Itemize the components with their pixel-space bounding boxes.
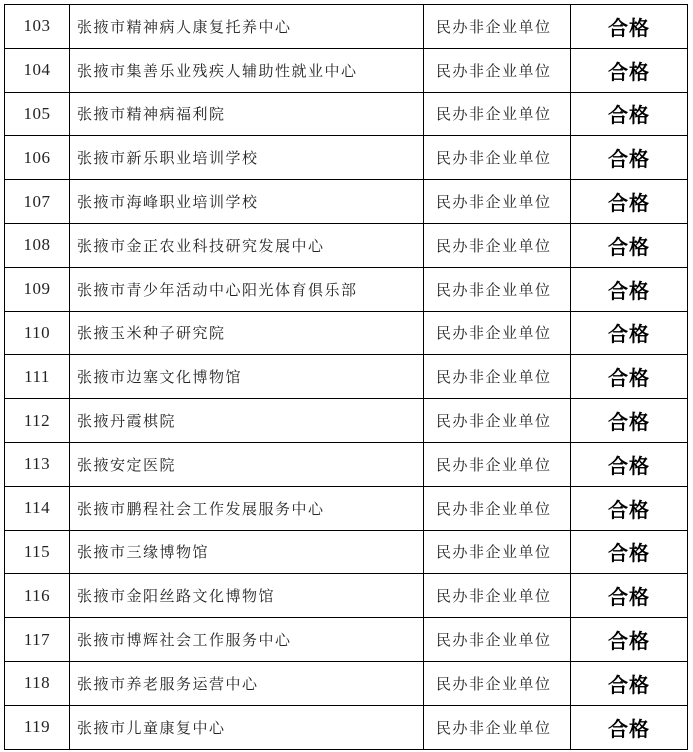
row-number: 104 xyxy=(5,48,70,92)
organization-name: 张掖市新乐职业培训学校 xyxy=(70,136,424,180)
organization-name: 张掖市三缘博物馆 xyxy=(70,530,424,574)
table-row xyxy=(5,267,688,311)
organization-name: 张掖市金正农业科技研究发展中心 xyxy=(70,223,424,267)
inspection-result: 合格 xyxy=(571,661,688,705)
inspection-result: 合格 xyxy=(571,574,688,618)
inspection-result: 合格 xyxy=(571,223,688,267)
table-row xyxy=(5,399,688,443)
row-number: 118 xyxy=(5,661,70,705)
organization-type: 民办非企业单位 xyxy=(424,267,571,311)
organization-name: 张掖市精神病福利院 xyxy=(70,92,424,136)
table-row xyxy=(5,223,688,267)
organization-type: 民办非企业单位 xyxy=(424,705,571,749)
inspection-result: 合格 xyxy=(571,180,688,224)
row-number: 113 xyxy=(5,442,70,486)
row-number: 109 xyxy=(5,267,70,311)
row-number: 111 xyxy=(5,355,70,399)
organization-type: 民办非企业单位 xyxy=(424,92,571,136)
table-row xyxy=(5,180,688,224)
table-row xyxy=(5,661,688,705)
organization-type: 民办非企业单位 xyxy=(424,311,571,355)
inspection-result: 合格 xyxy=(571,267,688,311)
organization-type: 民办非企业单位 xyxy=(424,530,571,574)
row-number: 116 xyxy=(5,574,70,618)
table-row xyxy=(5,136,688,180)
table-row xyxy=(5,530,688,574)
organization-name: 张掖市儿童康复中心 xyxy=(70,705,424,749)
inspection-result: 合格 xyxy=(571,136,688,180)
row-number: 112 xyxy=(5,399,70,443)
organization-name: 张掖丹霞棋院 xyxy=(70,399,424,443)
inspection-result: 合格 xyxy=(571,486,688,530)
organization-name: 张掖市边塞文化博物馆 xyxy=(70,355,424,399)
table-row xyxy=(5,705,688,749)
table-row xyxy=(5,486,688,530)
inspection-result: 合格 xyxy=(571,705,688,749)
organization-type: 民办非企业单位 xyxy=(424,223,571,267)
row-number: 105 xyxy=(5,92,70,136)
inspection-result: 合格 xyxy=(571,92,688,136)
inspection-result: 合格 xyxy=(571,530,688,574)
organization-name: 张掖市博辉社会工作服务中心 xyxy=(70,618,424,662)
inspection-result: 合格 xyxy=(571,355,688,399)
row-number: 119 xyxy=(5,705,70,749)
organization-name: 张掖市鹏程社会工作发展服务中心 xyxy=(70,486,424,530)
organization-type: 民办非企业单位 xyxy=(424,355,571,399)
table-row xyxy=(5,92,688,136)
organization-type: 民办非企业单位 xyxy=(424,442,571,486)
organization-type: 民办非企业单位 xyxy=(424,618,571,662)
results-table-container xyxy=(4,4,688,750)
row-number: 107 xyxy=(5,180,70,224)
organization-name: 张掖市集善乐业残疾人辅助性就业中心 xyxy=(70,48,424,92)
organization-type: 民办非企业单位 xyxy=(424,486,571,530)
inspection-result: 合格 xyxy=(571,618,688,662)
table-row xyxy=(5,311,688,355)
row-number: 106 xyxy=(5,136,70,180)
organization-name: 张掖市青少年活动中心阳光体育俱乐部 xyxy=(70,267,424,311)
results-table xyxy=(4,4,688,750)
organization-type: 民办非企业单位 xyxy=(424,399,571,443)
organization-name: 张掖市海峰职业培训学校 xyxy=(70,180,424,224)
organization-type: 民办非企业单位 xyxy=(424,136,571,180)
row-number: 117 xyxy=(5,618,70,662)
row-number: 115 xyxy=(5,530,70,574)
organization-name: 张掖玉米种子研究院 xyxy=(70,311,424,355)
inspection-result: 合格 xyxy=(571,5,688,49)
organization-type: 民办非企业单位 xyxy=(424,5,571,49)
table-row xyxy=(5,355,688,399)
results-table-body xyxy=(5,5,688,750)
table-row xyxy=(5,442,688,486)
row-number: 103 xyxy=(5,5,70,49)
organization-name: 张掖安定医院 xyxy=(70,442,424,486)
inspection-result: 合格 xyxy=(571,48,688,92)
organization-name: 张掖市精神病人康复托养中心 xyxy=(70,5,424,49)
table-row xyxy=(5,618,688,662)
organization-type: 民办非企业单位 xyxy=(424,574,571,618)
organization-name: 张掖市金阳丝路文化博物馆 xyxy=(70,574,424,618)
inspection-result: 合格 xyxy=(571,399,688,443)
table-row xyxy=(5,5,688,49)
table-row xyxy=(5,48,688,92)
organization-type: 民办非企业单位 xyxy=(424,48,571,92)
inspection-result: 合格 xyxy=(571,311,688,355)
inspection-result: 合格 xyxy=(571,442,688,486)
organization-type: 民办非企业单位 xyxy=(424,180,571,224)
table-row xyxy=(5,574,688,618)
row-number: 108 xyxy=(5,223,70,267)
row-number: 114 xyxy=(5,486,70,530)
organization-type: 民办非企业单位 xyxy=(424,661,571,705)
row-number: 110 xyxy=(5,311,70,355)
organization-name: 张掖市养老服务运营中心 xyxy=(70,661,424,705)
